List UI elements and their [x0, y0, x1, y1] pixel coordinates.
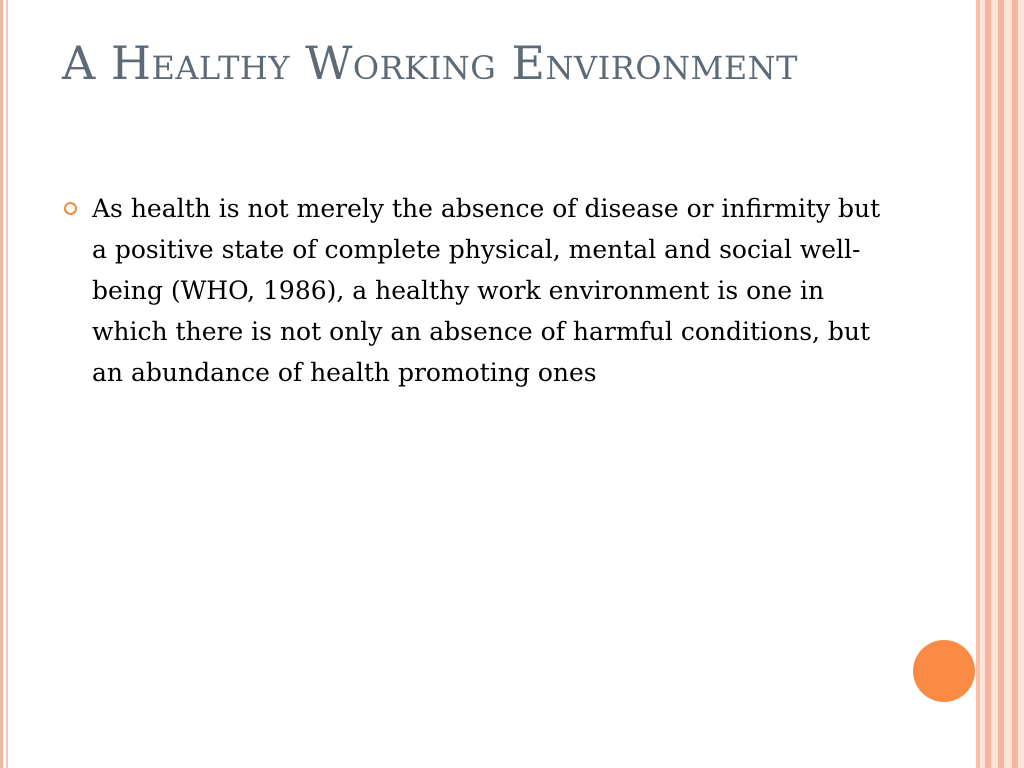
right-decorative-stripe — [985, 0, 991, 768]
slide-content — [10, 0, 976, 768]
right-decorative-stripe — [1012, 0, 1018, 768]
bullet-item — [62, 188, 882, 393]
left-decorative-stripe-inner — [6, 0, 8, 768]
right-decorative-stripe — [998, 0, 1004, 768]
bullet-list — [62, 188, 882, 393]
left-decorative-stripe — [0, 0, 3, 768]
right-decorative-stripe — [976, 0, 980, 768]
bullet-text: As health is not merely the absence of disease or infirmity but a positive state of complete physical, mental and social well-being (WHO, 1986), a healthy work environment is one in which there is not only an absence of harmful conditions, but an abundance of health promoting ones — [92, 194, 881, 387]
circle-bullet-icon — [64, 202, 77, 215]
slide-title: A Healthy Working Environment — [62, 36, 799, 90]
orange-circle-icon — [913, 640, 975, 702]
